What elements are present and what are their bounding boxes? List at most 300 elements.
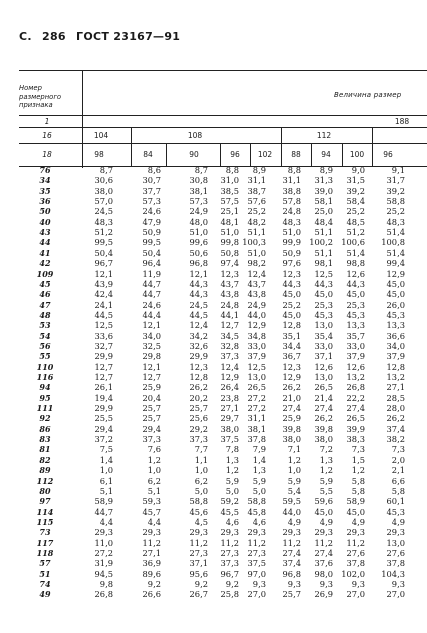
table-row xyxy=(19,508,419,517)
table-cell: 37,3 xyxy=(220,351,239,362)
row-label-16: 16 xyxy=(42,131,52,140)
table-cell: 27,4 xyxy=(282,403,301,414)
table-cell: 44,7 xyxy=(142,278,161,289)
table-cell: 31,7 xyxy=(386,175,405,186)
table-cell: 27,1 xyxy=(142,547,161,558)
table-cell: 26,5 xyxy=(247,382,266,393)
row-id: 115 xyxy=(36,516,54,527)
table-cell: 57,6 xyxy=(247,196,266,207)
table-cell: 27,3 xyxy=(189,547,208,558)
row-id: 95 xyxy=(39,392,51,403)
table-cell: 45,0 xyxy=(346,506,365,517)
table-cell: 27,3 xyxy=(220,547,239,558)
column-header: 98 xyxy=(94,150,104,159)
column-header: 100 xyxy=(349,150,365,159)
table-row xyxy=(19,559,419,568)
table-cell: 36,9 xyxy=(142,558,161,569)
table-row xyxy=(19,228,419,237)
table-cell: 58,8 xyxy=(189,496,208,507)
table-cell: 1,0 xyxy=(99,465,113,476)
table-cell: 38,0 xyxy=(94,185,113,196)
table-row xyxy=(19,445,419,454)
table-cell: 42,4 xyxy=(94,289,113,300)
table-cell: 25,0 xyxy=(314,206,333,217)
table-cell: 26,6 xyxy=(142,589,161,600)
table-cell: 7,7 xyxy=(194,444,208,455)
table-cell: 37,3 xyxy=(220,558,239,569)
table-cell: 29,3 xyxy=(346,527,365,538)
table-cell: 29,3 xyxy=(314,527,333,538)
row-id: 54 xyxy=(39,330,51,341)
table-cell: 29,3 xyxy=(94,527,113,538)
table-cell: 34,0 xyxy=(386,340,405,351)
group-108: 108 xyxy=(187,131,203,140)
column-header: 102 xyxy=(257,150,273,159)
table-cell: 33,0 xyxy=(314,340,333,351)
column-header: 96 xyxy=(230,150,240,159)
table-row xyxy=(19,590,419,599)
table-cell: 31,1 xyxy=(247,175,266,186)
table-cell: 51,0 xyxy=(282,227,301,238)
row-id: 114 xyxy=(36,506,54,517)
table-cell: 26,5 xyxy=(314,382,333,393)
table-cell: 97,6 xyxy=(282,258,301,269)
table-cell: 97,0 xyxy=(247,568,266,579)
table-cell: 31,0 xyxy=(220,175,239,186)
table-cell: 51,1 xyxy=(314,247,333,258)
table-cell: 7,5 xyxy=(99,444,113,455)
table-cell: 9,3 xyxy=(252,579,266,589)
table-row xyxy=(19,342,419,351)
table-cell: 29,4 xyxy=(94,423,113,434)
table-cell: 30,7 xyxy=(142,175,161,186)
table-cell: 5,8 xyxy=(351,475,365,486)
row-label-1: 1 xyxy=(44,117,50,126)
table-cell: 33,0 xyxy=(247,340,266,351)
table-cell: 4,6 xyxy=(225,516,239,527)
table-cell: 57,8 xyxy=(282,196,301,207)
table-cell: 8,9 xyxy=(319,165,333,175)
table-cell: 35,1 xyxy=(282,330,301,341)
table-cell: 48,3 xyxy=(386,216,405,227)
table-cell: 98,0 xyxy=(314,568,333,579)
table-cell: 4,9 xyxy=(319,516,333,527)
table-cell: 99,5 xyxy=(94,237,113,248)
table-cell: 25,2 xyxy=(386,206,405,217)
table-cell: 12,5 xyxy=(314,268,333,279)
table-cell: 37,4 xyxy=(282,558,301,569)
table-cell: 44,3 xyxy=(189,278,208,289)
table-cell: 39,2 xyxy=(346,185,365,196)
table-cell: 45,0 xyxy=(386,289,405,300)
table-cell: 51,2 xyxy=(346,227,365,238)
table-cell: 20,2 xyxy=(189,392,208,403)
table-cell: 22,2 xyxy=(346,392,365,403)
row-id: 56 xyxy=(39,340,51,351)
page-prefix: С. xyxy=(19,30,32,43)
table-cell: 4,5 xyxy=(194,516,208,527)
table-cell: 44,1 xyxy=(220,309,239,320)
table-cell: 27,4 xyxy=(314,403,333,414)
table-cell: 45,0 xyxy=(314,289,333,300)
table-cell: 45,0 xyxy=(346,289,365,300)
table-cell: 8,6 xyxy=(147,165,161,175)
table-cell: 5,8 xyxy=(351,485,365,496)
row-id: 55 xyxy=(39,351,51,362)
table-cell: 9,3 xyxy=(351,579,365,589)
table-row xyxy=(19,528,419,537)
table-cell: 51,4 xyxy=(386,227,405,238)
table-cell: 50,4 xyxy=(142,247,161,258)
table-cell: 44,3 xyxy=(282,278,301,289)
table-cell: 96,7 xyxy=(94,258,113,269)
table-cell: 43,8 xyxy=(247,289,266,300)
table-cell: 29,8 xyxy=(142,351,161,362)
table-row xyxy=(19,259,419,268)
table-cell: 48,1 xyxy=(220,216,239,227)
table-cell: 34,5 xyxy=(220,330,239,341)
corner-label: Номер размерного признака xyxy=(19,84,62,109)
table-cell: 4,4 xyxy=(99,516,113,527)
row-id: 43 xyxy=(39,227,51,238)
table-cell: 26,1 xyxy=(94,382,113,393)
page-number: 286 xyxy=(42,30,66,43)
table-cell: 43,7 xyxy=(247,278,266,289)
table-cell: 25,9 xyxy=(282,413,301,424)
column-header: 84 xyxy=(143,150,153,159)
table-cell: 34,0 xyxy=(142,330,161,341)
table-cell: 43,8 xyxy=(220,289,239,300)
table-cell: 7,1 xyxy=(287,444,301,455)
table-cell: 29,9 xyxy=(94,403,113,414)
table-cell: 45,0 xyxy=(282,289,301,300)
table-row xyxy=(19,570,419,579)
table-cell: 13,0 xyxy=(314,372,333,382)
table-cell: 32,6 xyxy=(189,340,208,351)
table-cell: 43,7 xyxy=(220,278,239,289)
table-cell: 25,2 xyxy=(282,299,301,310)
table-cell: 1,2 xyxy=(147,454,161,465)
table-cell: 27,4 xyxy=(314,547,333,558)
table-cell: 39,8 xyxy=(314,423,333,434)
table-cell: 11,2 xyxy=(220,537,239,548)
table-row xyxy=(19,321,419,330)
table-cell: 96,7 xyxy=(220,568,239,579)
table-row xyxy=(19,394,419,403)
table-cell: 37,9 xyxy=(346,351,365,362)
table-cell: 9,3 xyxy=(319,579,333,589)
table-cell: 12,9 xyxy=(282,372,301,382)
table-cell: 5,9 xyxy=(225,475,239,486)
table-cell: 24,8 xyxy=(282,206,301,217)
table-cell: 5,9 xyxy=(287,475,301,486)
row-id: 109 xyxy=(36,268,54,279)
table-cell: 9,0 xyxy=(351,165,365,175)
table-cell: 12,7 xyxy=(220,320,239,331)
table-cell: 1,3 xyxy=(319,454,333,465)
table-cell: 5,5 xyxy=(319,485,333,496)
table-cell: 25,2 xyxy=(247,206,266,217)
table-row xyxy=(19,373,419,382)
table-cell: 25,5 xyxy=(94,413,113,424)
table-row xyxy=(19,383,419,392)
table-cell: 1,1 xyxy=(194,454,208,465)
table-cell: 59,2 xyxy=(220,496,239,507)
table-cell: 26,9 xyxy=(314,589,333,600)
table-cell: 100,3 xyxy=(242,237,266,248)
table-cell: 37,8 xyxy=(386,558,405,569)
table-cell: 7,6 xyxy=(147,444,161,455)
column-header: 96 xyxy=(383,150,393,159)
table-cell: 32,5 xyxy=(142,340,161,351)
table-cell: 29,7 xyxy=(220,413,239,424)
col-sep-1 xyxy=(131,127,132,166)
table-cell: 5,1 xyxy=(99,485,113,496)
table-cell: 29,4 xyxy=(142,423,161,434)
table-cell: 7,9 xyxy=(252,444,266,455)
table-cell: 9,1 xyxy=(391,165,405,175)
table-cell: 58,9 xyxy=(94,496,113,507)
table-cell: 45,5 xyxy=(220,506,239,517)
table-cell: 25,7 xyxy=(282,589,301,600)
table-cell: 24,6 xyxy=(142,206,161,217)
table-cell: 96,8 xyxy=(189,258,208,269)
table-cell: 48,3 xyxy=(94,216,113,227)
table-cell: 44,0 xyxy=(282,506,301,517)
header-row-1 xyxy=(19,114,427,128)
table-cell: 51,1 xyxy=(314,227,333,238)
row-id: 74 xyxy=(39,579,51,589)
table-cell: 51,0 xyxy=(189,227,208,238)
table-cell: 12,9 xyxy=(247,320,266,331)
table-cell: 9,8 xyxy=(99,579,113,589)
row-id: 35 xyxy=(39,185,51,196)
table-cell: 13,2 xyxy=(346,372,365,382)
table-cell: 11,0 xyxy=(94,537,113,548)
table-cell: 57,0 xyxy=(94,196,113,207)
table-row xyxy=(19,539,419,548)
table-cell: 96,4 xyxy=(142,258,161,269)
table-cell: 44,3 xyxy=(346,278,365,289)
table-cell: 98,1 xyxy=(314,258,333,269)
row-id: 76 xyxy=(39,165,51,175)
table-cell: 5,8 xyxy=(391,485,405,496)
table-cell: 9,3 xyxy=(391,579,405,589)
table-cell: 24,9 xyxy=(189,206,208,217)
table-cell: 12,8 xyxy=(386,361,405,372)
row-id: 42 xyxy=(39,258,51,269)
table-cell: 51,4 xyxy=(386,247,405,258)
table-cell: 100,6 xyxy=(341,237,365,248)
table-cell: 1,0 xyxy=(287,465,301,476)
table-cell: 25,1 xyxy=(220,206,239,217)
row-id: 53 xyxy=(39,320,51,331)
table-cell: 60,1 xyxy=(386,496,405,507)
table-cell: 5,0 xyxy=(194,485,208,496)
table-cell: 24,8 xyxy=(220,299,239,310)
table-cell: 37,4 xyxy=(386,423,405,434)
table-row xyxy=(19,311,419,320)
table-cell: 27,0 xyxy=(247,589,266,600)
table-cell: 44,4 xyxy=(142,309,161,320)
table-cell: 100,2 xyxy=(309,237,333,248)
table-cell: 2,1 xyxy=(391,465,405,476)
table-row xyxy=(19,487,419,496)
table-cell: 2,0 xyxy=(391,454,405,465)
table-cell: 1,4 xyxy=(252,454,266,465)
table-cell: 48,2 xyxy=(247,216,266,227)
table-row xyxy=(19,197,419,206)
table-cell: 29,3 xyxy=(142,527,161,538)
table-row xyxy=(19,352,419,361)
table-cell: 12,8 xyxy=(282,320,301,331)
table-cell: 12,7 xyxy=(142,372,161,382)
table-cell: 6,2 xyxy=(194,475,208,486)
table-cell: 39,9 xyxy=(346,423,365,434)
table-cell: 1,0 xyxy=(147,465,161,476)
table-cell: 13,2 xyxy=(386,372,405,382)
table-cell: 31,1 xyxy=(282,175,301,186)
table-cell: 25,3 xyxy=(346,299,365,310)
table-cell: 34,2 xyxy=(189,330,208,341)
table-row xyxy=(19,456,419,465)
header-caption: Величина размер xyxy=(334,91,402,99)
table-cell: 11,2 xyxy=(189,537,208,548)
table-cell: 36,7 xyxy=(282,351,301,362)
table-cell: 51,4 xyxy=(346,247,365,258)
table-cell: 25,3 xyxy=(314,299,333,310)
table-cell: 38,7 xyxy=(247,185,266,196)
table-cell: 13,0 xyxy=(386,537,405,548)
table-cell: 58,4 xyxy=(346,196,365,207)
table-cell: 13,3 xyxy=(386,320,405,331)
row-id: 89 xyxy=(39,465,51,476)
table-cell: 25,2 xyxy=(346,206,365,217)
table-cell: 12,1 xyxy=(189,268,208,279)
table-cell: 99,9 xyxy=(282,237,301,248)
table-cell: 29,3 xyxy=(386,527,405,538)
table-cell: 26,8 xyxy=(94,589,113,600)
table-cell: 104,3 xyxy=(381,568,405,579)
table-cell: 37,5 xyxy=(220,434,239,445)
table-cell: 58,8 xyxy=(247,496,266,507)
table-row xyxy=(19,497,419,506)
table-cell: 13,0 xyxy=(314,320,333,331)
table-cell: 36,6 xyxy=(386,330,405,341)
table-cell: 12,4 xyxy=(189,320,208,331)
table-cell: 1,5 xyxy=(351,454,365,465)
table-cell: 11,2 xyxy=(142,537,161,548)
table-cell: 37,8 xyxy=(247,434,266,445)
table-cell: 33,6 xyxy=(94,330,113,341)
table-cell: 8,8 xyxy=(287,165,301,175)
table-cell: 19,4 xyxy=(94,392,113,403)
table-cell: 12,5 xyxy=(247,361,266,372)
row-id: 83 xyxy=(39,434,51,445)
table-cell: 29,9 xyxy=(94,351,113,362)
table-cell: 5,9 xyxy=(319,475,333,486)
header-row-16 xyxy=(19,127,427,144)
table-cell: 44,3 xyxy=(314,278,333,289)
table-cell: 27,2 xyxy=(247,392,266,403)
table-row xyxy=(19,549,419,558)
col-sep-6 xyxy=(250,143,251,166)
table-cell: 28,0 xyxy=(386,403,405,414)
table-cell: 12,4 xyxy=(247,268,266,279)
table-row xyxy=(19,176,419,185)
table-cell: 45,3 xyxy=(386,309,405,320)
column-header: 94 xyxy=(321,150,331,159)
table-cell: 27,2 xyxy=(247,403,266,414)
table-cell: 5,0 xyxy=(225,485,239,496)
table-cell: 26,2 xyxy=(189,382,208,393)
row-id: 49 xyxy=(39,589,51,600)
table-cell: 12,9 xyxy=(386,268,405,279)
table-cell: 8,7 xyxy=(99,165,113,175)
table-cell: 26,2 xyxy=(314,413,333,424)
table-cell: 45,3 xyxy=(386,506,405,517)
table-cell: 38,1 xyxy=(247,423,266,434)
table-cell: 12,6 xyxy=(314,361,333,372)
row-id: 50 xyxy=(39,206,51,217)
table-cell: 27,4 xyxy=(282,547,301,558)
table-cell: 12,3 xyxy=(282,268,301,279)
row-label-18: 18 xyxy=(42,150,52,159)
table-cell: 24,5 xyxy=(94,206,113,217)
column-header: 90 xyxy=(189,150,199,159)
table-cell: 28,5 xyxy=(386,392,405,403)
table-cell: 29,3 xyxy=(247,527,266,538)
table-cell: 37,9 xyxy=(386,351,405,362)
table-cell: 59,6 xyxy=(314,496,333,507)
row-id: 117 xyxy=(36,537,54,548)
row-id: 46 xyxy=(39,289,51,300)
row-id: 40 xyxy=(39,216,51,227)
table-cell: 29,3 xyxy=(189,527,208,538)
table-cell: 44,0 xyxy=(247,309,266,320)
row-id: 118 xyxy=(36,547,54,558)
table-cell: 26,5 xyxy=(346,413,365,424)
table-row xyxy=(19,477,419,486)
table-cell: 43,9 xyxy=(94,278,113,289)
table-cell: 1,2 xyxy=(225,465,239,476)
table-cell: 57,5 xyxy=(220,196,239,207)
table-row xyxy=(19,301,419,310)
table-cell: 32,7 xyxy=(94,340,113,351)
table-row xyxy=(19,466,419,475)
table-row xyxy=(19,404,419,413)
table-cell: 7,8 xyxy=(225,444,239,455)
table-cell: 38,8 xyxy=(282,185,301,196)
table-cell: 50,8 xyxy=(220,247,239,258)
table-cell: 27,6 xyxy=(346,547,365,558)
table-cell: 25,7 xyxy=(142,403,161,414)
table-cell: 5,0 xyxy=(252,485,266,496)
table-cell: 96,8 xyxy=(282,568,301,579)
table-cell: 25,7 xyxy=(142,413,161,424)
table-cell: 27,3 xyxy=(247,547,266,558)
table-row xyxy=(19,363,419,372)
table-cell: 26,4 xyxy=(220,382,239,393)
row-id: 92 xyxy=(39,413,51,424)
table-cell: 25,7 xyxy=(189,403,208,414)
col-sep-4 xyxy=(166,143,167,166)
row-id: 112 xyxy=(36,475,54,486)
table-cell: 38,1 xyxy=(189,185,208,196)
table-cell: 99,5 xyxy=(142,237,161,248)
table-cell: 9,2 xyxy=(194,579,208,589)
table-cell: 12,6 xyxy=(346,268,365,279)
